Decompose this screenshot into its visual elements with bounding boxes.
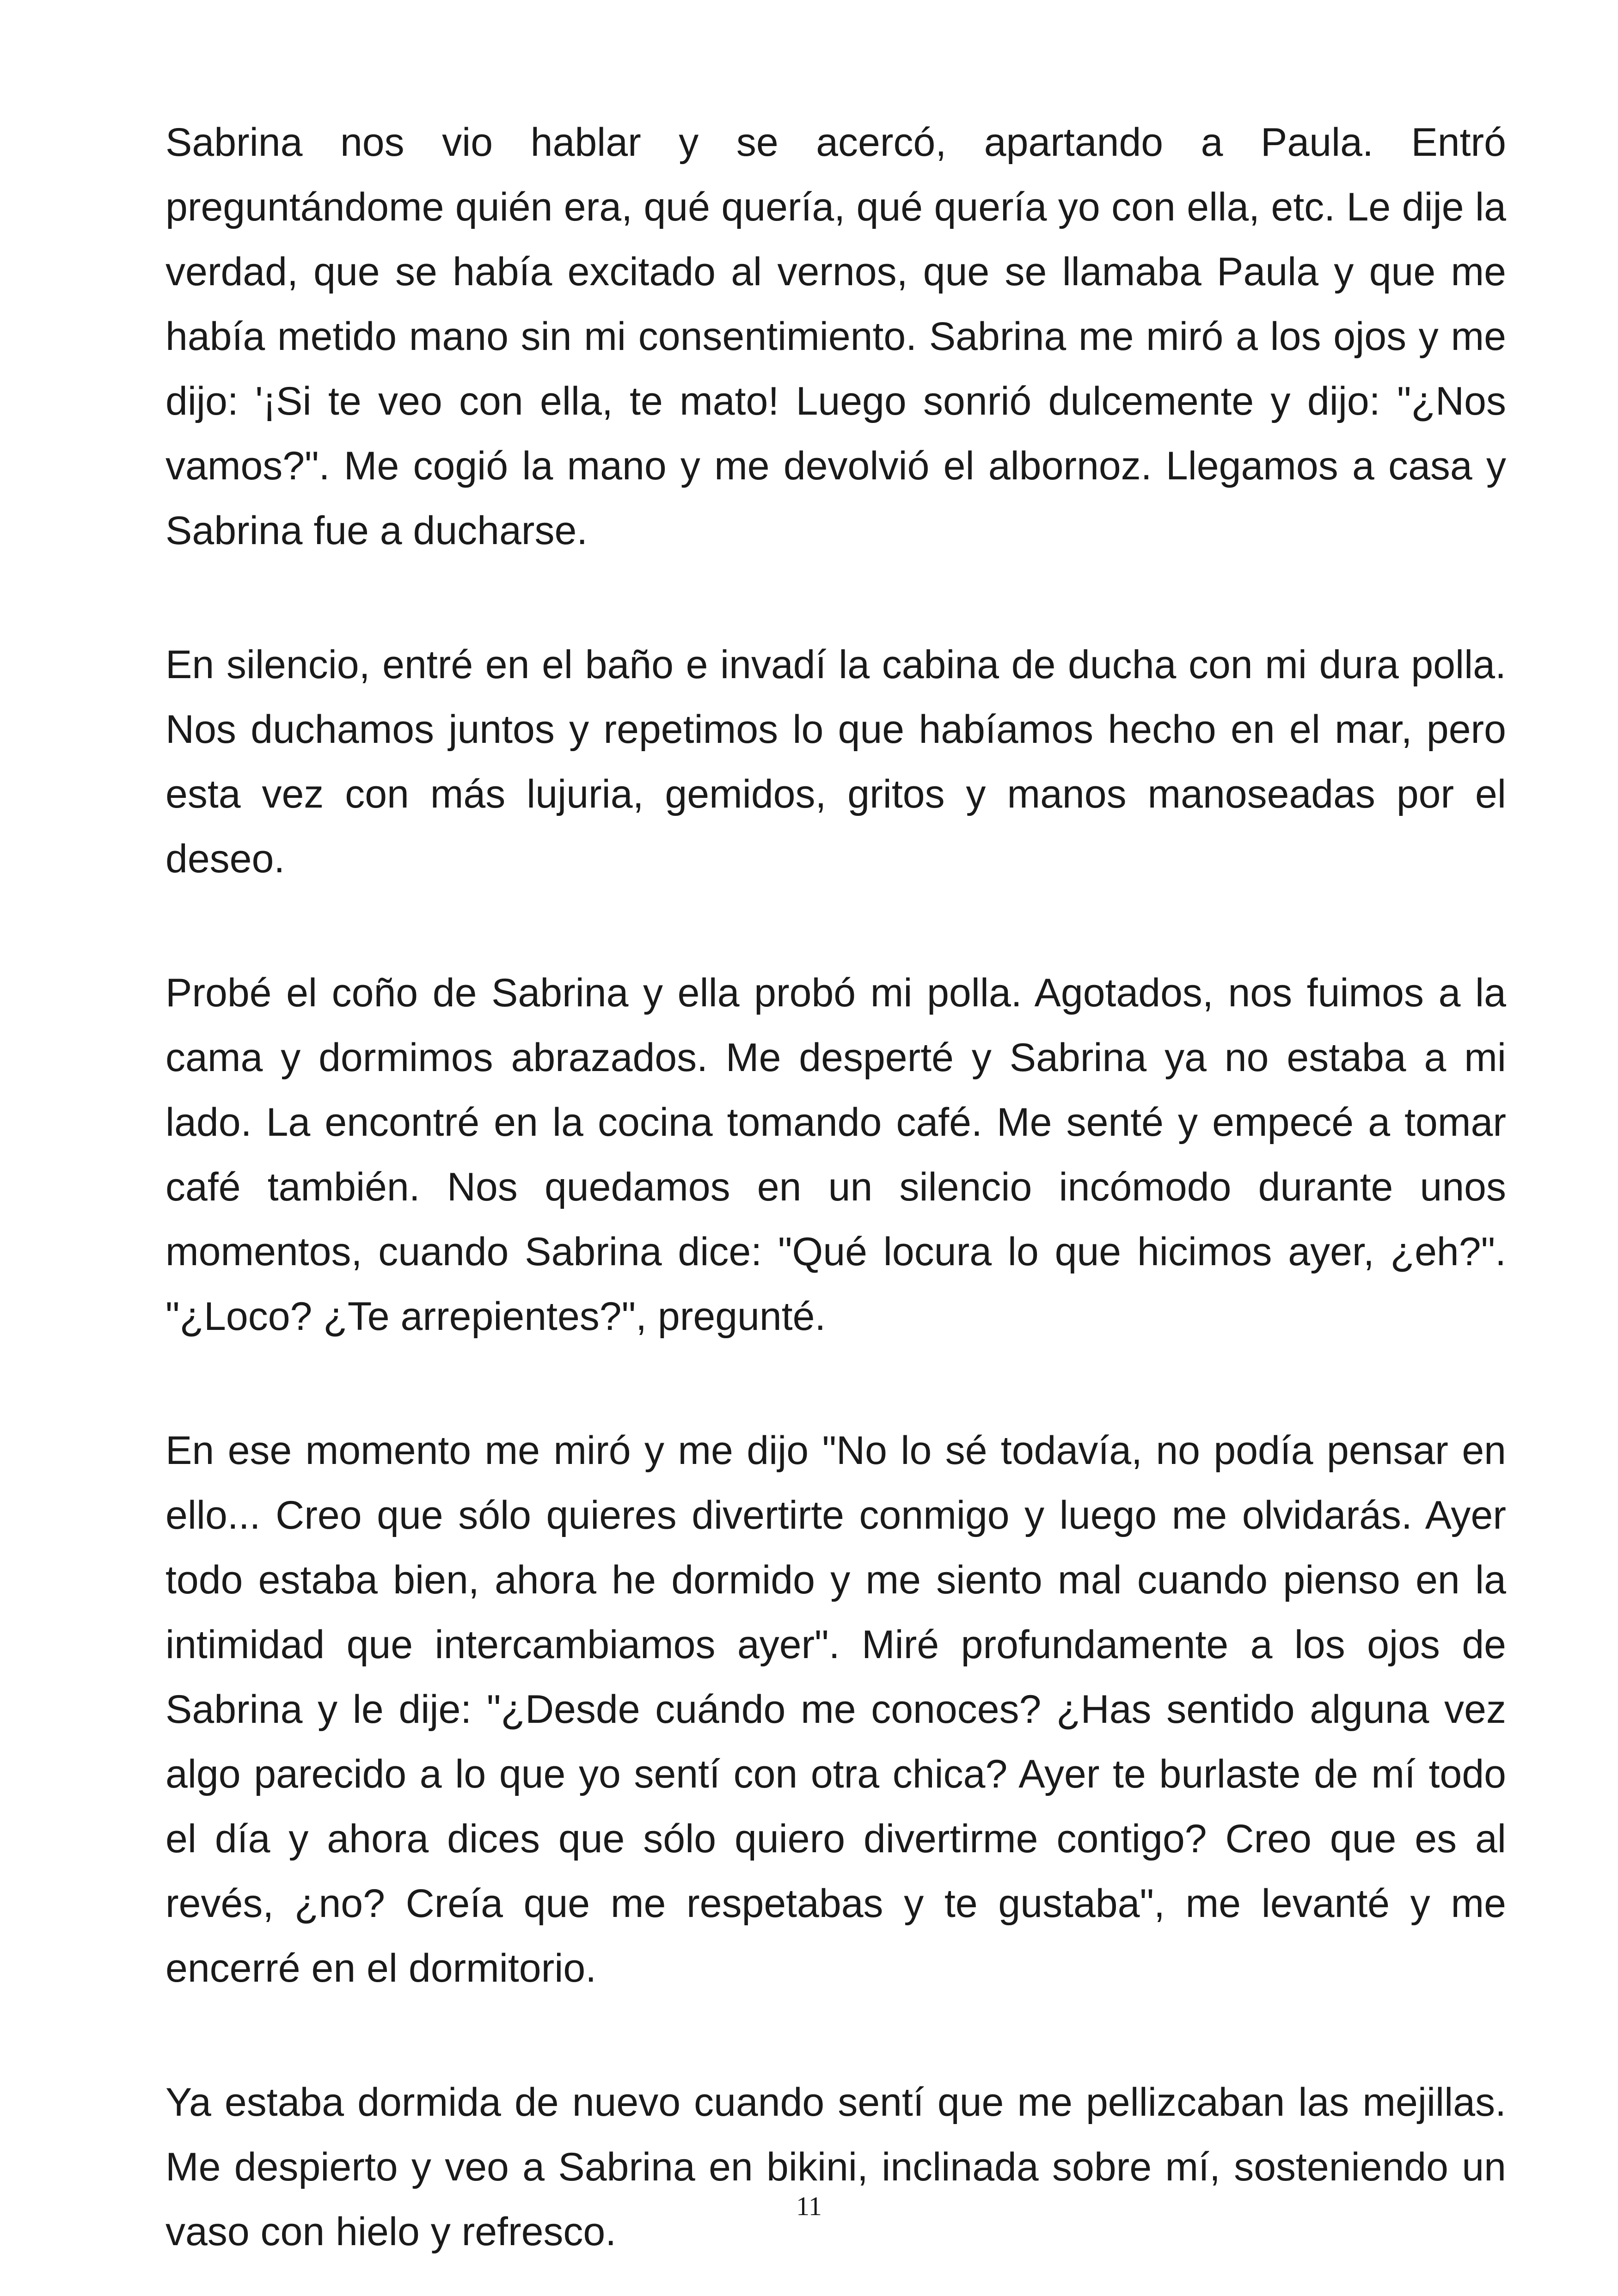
paragraph-4: En ese momento me miró y me dijo "No lo sé todavía, no podía pensar en ello... Creo que sólo quieres divertirte conmigo y luego me olvidarás. Ayer todo estaba bien, ahora he dormido y me siento mal cuando pienso en la intimidad que intercambiamos ayer". Miré profundamente a los ojos de Sabrina y le dije: "¿Desde cuándo me conoces? ¿Has sentido alguna vez algo parecido a lo que yo sentí con otra chica? Ayer te burlaste de mí todo el día y ahora dices que sólo quiero divertirme contigo? Creo que es al revés, ¿no? Creía que me respetabas y te gustaba", me levanté y me encerré en el dormitorio. [165,1428,1506,1990]
paragraph-2: En silencio, entré en el baño e invadí la cabina de ducha con mi dura polla. Nos duchamos juntos y repetimos lo que habíamos hecho en el mar, pero esta vez con más lujuria, gemidos, gritos y manos manoseadas por el deseo. [165,643,1506,881]
page-number: 11 [796,2191,822,2221]
paragraph-5: Ya estaba dormida de nuevo cuando sentí que me pellizcaban las mejillas. Me despierto y veo a Sabrina en bikini, inclinada sobre mí, sosteniendo un vaso con hielo y refresco. [165,2080,1506,2254]
body-text [165,110,1506,2264]
paragraph-1: Sabrina nos vio hablar y se acercó, apartando a Paula. Entró preguntándome quién era, qué quería, qué quería yo con ella, etc. Le dije la verdad, que se había excitado al vernos, que se llamaba Paula y que me había metido mano sin mi consentimiento. Sabrina me miró a los ojos y me dijo: '¡Si te veo con ella, te mato! Luego sonrió dulcemente y dijo: "¿Nos vamos?". Me cogió la mano y me devolvió el albornoz. Llegamos a casa y Sabrina fue a ducharse. [165,120,1506,553]
paragraph-3: Probé el coño de Sabrina y ella probó mi polla. Agotados, nos fuimos a la cama y dormimos abrazados. Me desperté y Sabrina ya no estaba a mi lado. La encontré en la cocina tomando café. Me senté y empecé a tomar café también. Nos quedamos en un silencio incómodo durante unos momentos, cuando Sabrina dice: "Qué locura lo que hicimos ayer, ¿eh?". "¿Loco? ¿Te arrepientes?", pregunté. [165,971,1506,1339]
